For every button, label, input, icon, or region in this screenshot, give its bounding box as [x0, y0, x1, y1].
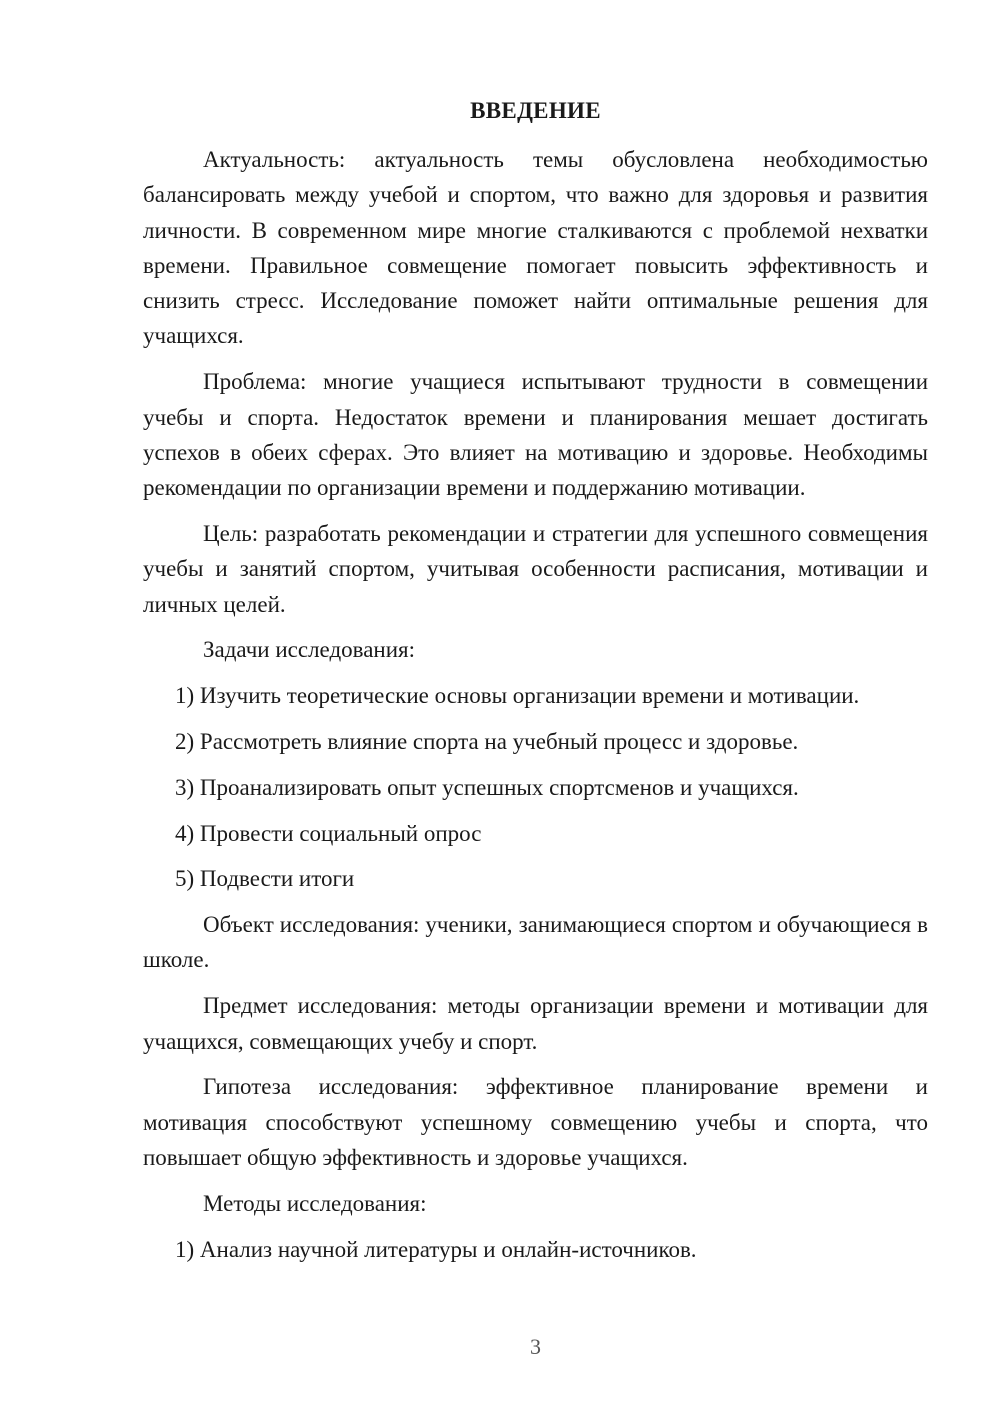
section-title: ВВЕДЕНИЕ: [470, 98, 601, 123]
methods-list: [143, 1232, 928, 1267]
relevance-paragraph: Актуальность: актуальность темы обусловлена необходимостью балансировать между учебой и спортом, что важно для здоровья и развития личности. В современном мире многие сталкиваются с проблемой нехватки времени. Правильное совмещение помогает повысить эффективность и снизить стресс. Исследование поможет найти оптимальные решения для учащихся.: [143, 147, 928, 349]
task-item: 4) Провести социальный опрос: [175, 820, 482, 846]
task-item: 2) Рассмотреть влияние спорта на учебный процесс и здоровье.: [175, 728, 799, 754]
problem-paragraph: Проблема: многие учащиеся испытывают трудности в совмещении учебы и спорта. Недостаток времени и планирования мешает достигать успехов в обеих сферах. Это влияет на мотивацию и здоровье. Необходимы рекомендации по организации времени и поддержанию мотивации.: [143, 369, 928, 501]
task-item: 5) Подвести итоги: [175, 866, 355, 892]
methods-heading: Методы исследования:: [203, 1190, 427, 1216]
task-item: 1) Изучить теоретические основы организации времени и мотивации.: [175, 683, 860, 709]
page-number: 3: [530, 1334, 541, 1359]
tasks-list: [143, 678, 928, 896]
task-item: 3) Проанализировать опыт успешных спортсменов и учащихся.: [175, 774, 799, 800]
goal-paragraph: Цель: разработать рекомендации и стратегии для успешного совмещения учебы и занятий спортом, учитывая особенности расписания, мотивации и личных целей.: [143, 520, 928, 617]
document-body: [143, 142, 928, 1277]
document-page: [143, 0, 928, 1414]
tasks-heading: Задачи исследования:: [203, 637, 416, 663]
object-paragraph: Объект исследования: ученики, занимающиеся спортом и обучающиеся в школе.: [143, 912, 928, 973]
method-item: 1) Анализ научной литературы и онлайн-источников.: [175, 1236, 697, 1262]
hypothesis-paragraph: Гипотеза исследования: эффективное планирование времени и мотивация способствуют успешному совмещению учебы и спорта, что повышает общую эффективность и здоровье учащихся.: [143, 1074, 928, 1170]
subject-paragraph: Предмет исследования: методы организации времени и мотивации для учащихся, совмещающих учебу и спорт.: [143, 993, 928, 1054]
